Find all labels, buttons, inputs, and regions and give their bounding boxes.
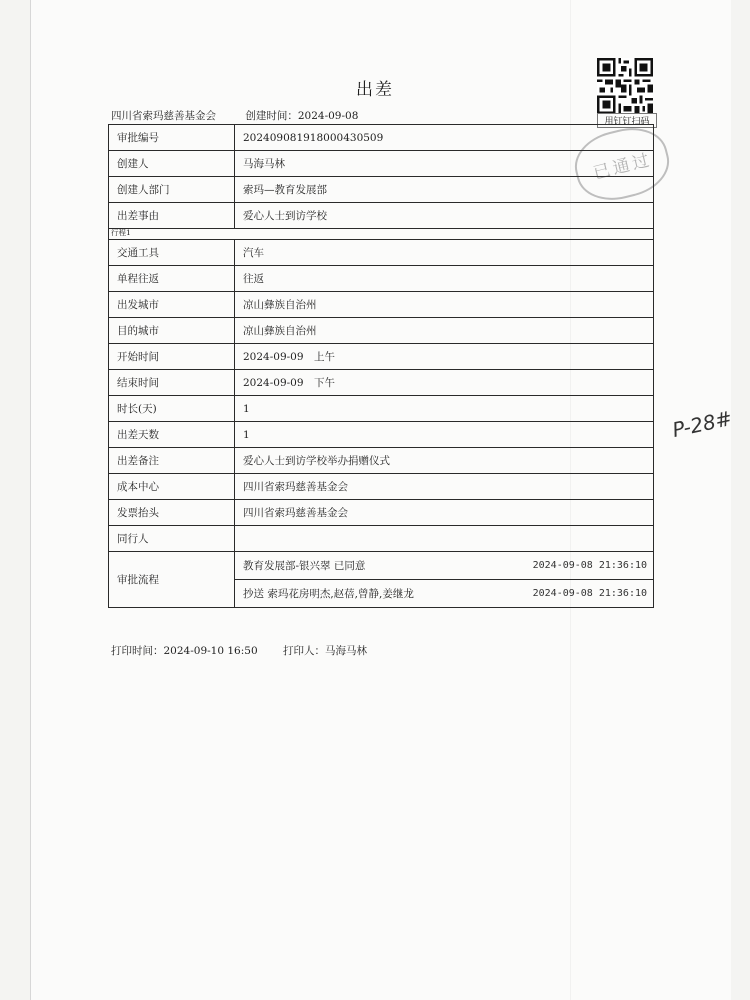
row-value: 四川省索玛慈善基金会 [235, 500, 654, 526]
form-row [109, 344, 654, 370]
approved-stamp: 已通过 [568, 120, 676, 209]
row-value: 往返 [235, 266, 654, 292]
approval-step-time: 2024-09-08 21:36:10 [532, 560, 647, 571]
row-value: 2024-09-09 下午 [235, 370, 654, 396]
row-value: 1 [235, 396, 654, 422]
approval-step-text: 教育发展部-银兴翠 已同意 [243, 560, 366, 572]
row-value: 索玛—教育发展部 [235, 177, 654, 203]
row-label: 成本中心 [109, 474, 235, 500]
qr-caption: 用钉钉扫码 [597, 113, 657, 128]
row-value: 爱心人士到访学校举办捐赠仪式 [235, 448, 654, 474]
handwritten-note: P-28# [670, 405, 735, 443]
row-value: 1 [235, 422, 654, 448]
row-value: 2024-09-09 上午 [235, 344, 654, 370]
form-row [109, 203, 654, 229]
row-value: 爱心人士到访学校 [235, 203, 654, 229]
row-label: 同行人 [109, 526, 235, 552]
form-row [109, 318, 654, 344]
form-row [109, 370, 654, 396]
form-row [109, 266, 654, 292]
approval-steps [235, 552, 654, 608]
approval-step-time: 2024-09-08 21:36:10 [532, 588, 647, 599]
approval-step-text: 抄送 索玛花房明杰,赵蓓,曾静,姜继龙 [243, 588, 414, 600]
form-row [109, 240, 654, 266]
row-label: 审批编号 [109, 125, 235, 151]
approval-flow-row [109, 552, 654, 608]
row-value: 汽车 [235, 240, 654, 266]
row-label: 创建人 [109, 151, 235, 177]
qr-code-icon [597, 58, 653, 114]
row-label: 出发城市 [109, 292, 235, 318]
print-footer [111, 643, 389, 658]
approval-step [243, 552, 653, 579]
form-row [109, 474, 654, 500]
section-label: 行程1 [109, 229, 654, 240]
approval-step [235, 579, 653, 607]
form-row [109, 396, 654, 422]
row-value: 马海马林 [235, 151, 654, 177]
row-value: 凉山彝族自治州 [235, 318, 654, 344]
created-time: 创建时间：2024-09-08 [245, 110, 359, 122]
row-label: 出差天数 [109, 422, 235, 448]
form-row [109, 292, 654, 318]
row-value: 202409081918000430509 [235, 125, 654, 151]
form-row [109, 448, 654, 474]
form-row [109, 151, 654, 177]
row-label: 创建人部门 [109, 177, 235, 203]
print-time: 打印时间：2024-09-10 16:50 [111, 645, 258, 657]
form-row [109, 125, 654, 151]
row-label: 出差事由 [109, 203, 235, 229]
organization-name: 四川省索玛慈善基金会 [111, 110, 216, 122]
row-label: 交通工具 [109, 240, 235, 266]
row-value: 凉山彝族自治州 [235, 292, 654, 318]
document-meta [111, 108, 384, 123]
form-row [109, 526, 654, 552]
row-label: 开始时间 [109, 344, 235, 370]
form-row [109, 500, 654, 526]
business-trip-form [108, 124, 654, 608]
section-header [109, 229, 654, 240]
row-value: 四川省索玛慈善基金会 [235, 474, 654, 500]
row-label: 时长(天) [109, 396, 235, 422]
row-label: 发票抬头 [109, 500, 235, 526]
printer-name: 打印人：马海马林 [282, 645, 367, 657]
row-label: 审批流程 [109, 552, 235, 608]
row-label: 出差备注 [109, 448, 235, 474]
form-row [109, 177, 654, 203]
row-label: 目的城市 [109, 318, 235, 344]
row-label: 结束时间 [109, 370, 235, 396]
document-title: 出差 [356, 80, 394, 100]
row-label: 单程往返 [109, 266, 235, 292]
row-value [235, 526, 654, 552]
form-row [109, 422, 654, 448]
